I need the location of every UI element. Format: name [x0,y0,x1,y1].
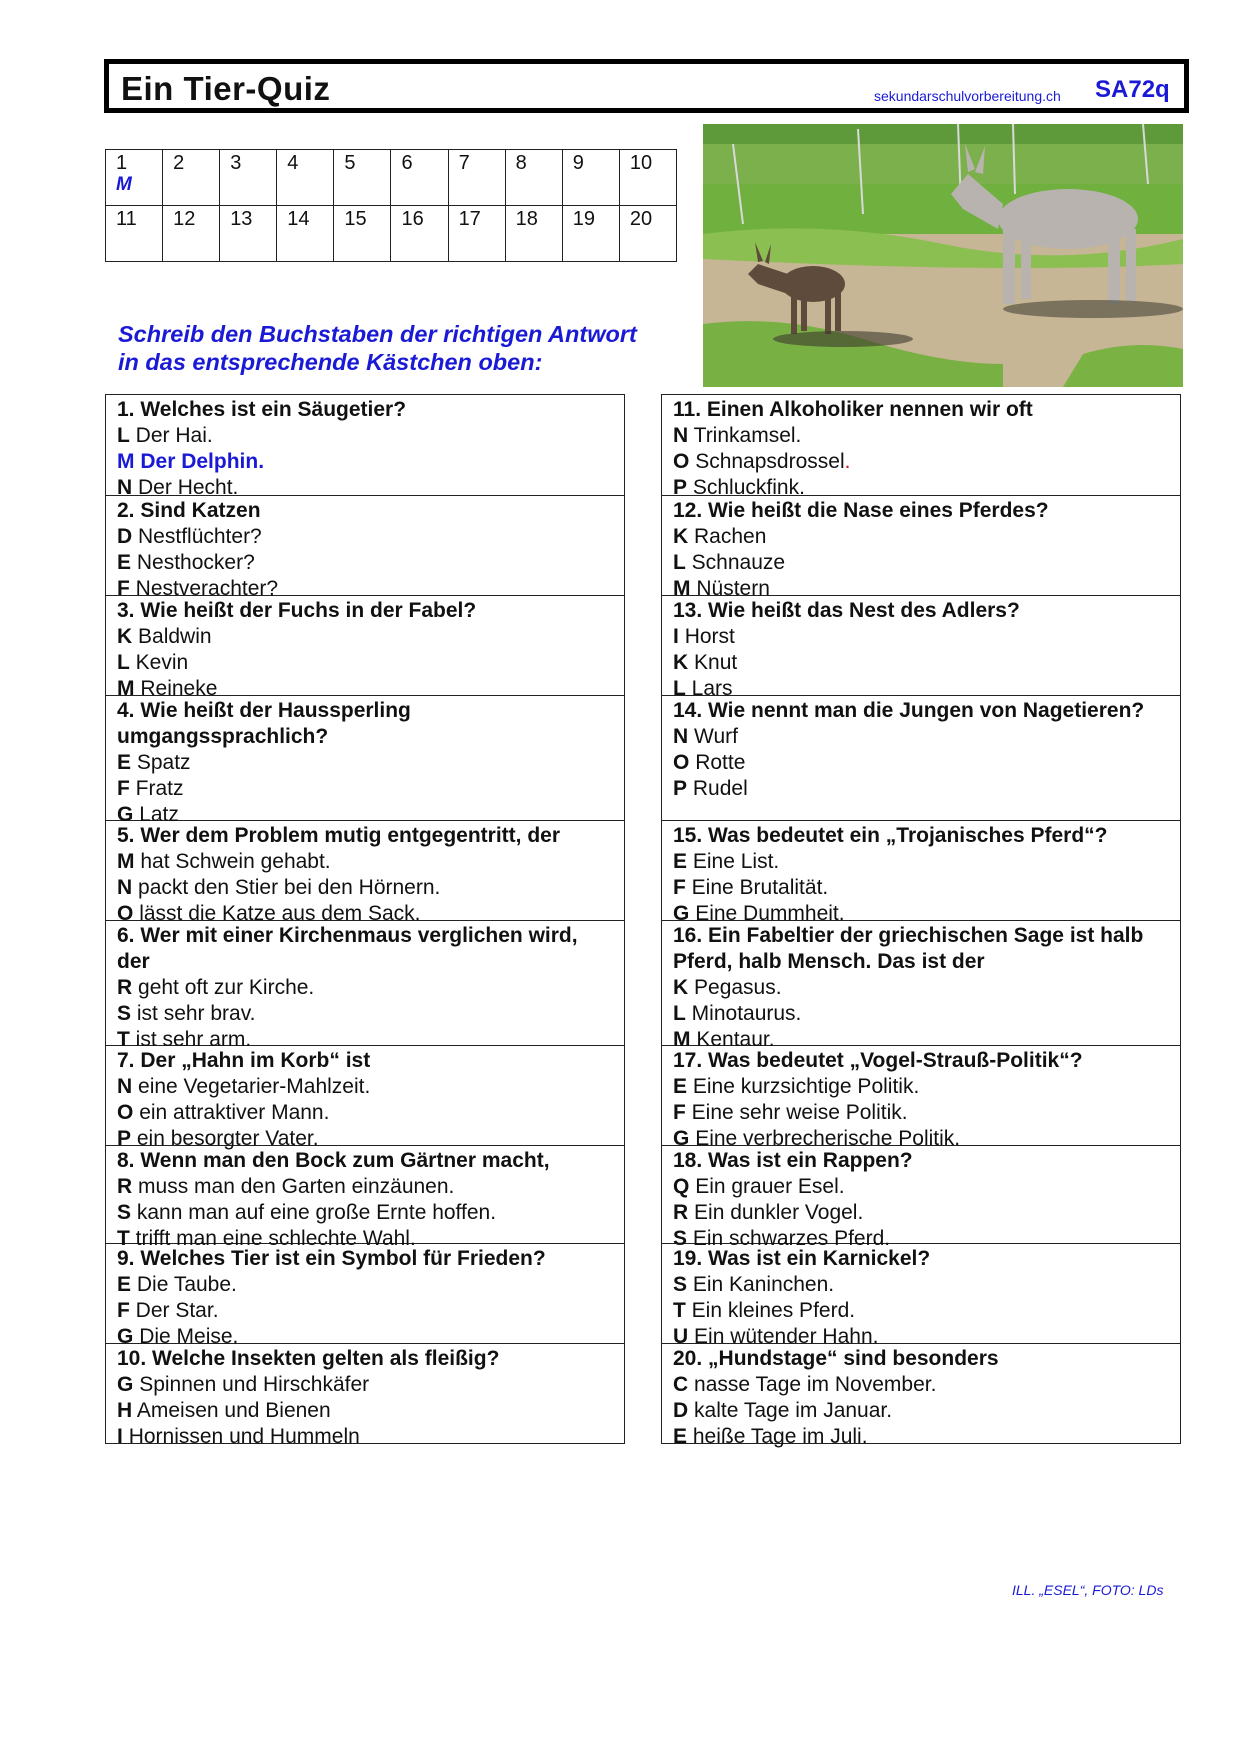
option-letter: L [117,424,130,447]
answer-box-number: 11 [116,208,137,230]
option-text: ist sehr brav. [136,1002,256,1025]
answer-box-value: M [116,174,132,195]
answer-box-number: 18 [515,208,538,230]
option-letter: N [673,424,689,447]
option-text: Rudel [692,777,748,800]
answer-option[interactable] [117,1174,616,1200]
option-letter: S [117,1002,132,1025]
question-block [662,920,1180,1051]
option-text: heiße Tage im Juli. [692,1425,868,1448]
option-letter: M [673,1028,691,1051]
option-letter: K [117,625,133,648]
page-header [104,59,1189,113]
option-letter: E [673,1075,688,1098]
question-text: 19. Was ist ein Karnickel? [673,1247,931,1270]
answer-box-number: 12 [173,208,196,230]
option-text: muss man den Garten einzäunen. [138,1175,455,1198]
option-letter: O [673,751,690,774]
answer-option[interactable] [117,524,616,550]
option-letter: L [673,1002,686,1025]
option-text: Ein dunkler Vogel. [694,1201,864,1224]
answer-option[interactable] [673,1174,1172,1200]
option-letter: K [673,976,689,999]
option-text: Rotte [695,751,746,774]
option-text: geht oft zur Kirche. [138,976,315,999]
option-text: Minotaurus. [691,1002,802,1025]
option-letter: F [117,1299,130,1322]
option-letter: F [673,876,686,899]
option-letter: N [117,876,133,899]
option-text: ist sehr arm. [135,1028,252,1051]
question-block [662,1243,1180,1348]
option-letter: L [673,551,686,574]
question-text: 14. Wie nennt man die Jungen von Nagetieren? [673,699,1145,722]
answer-option[interactable] [673,1200,1172,1226]
question-text: 10. Welche Insekten gelten als fleißig? [117,1347,500,1370]
option-text: Ein schwarzes Pferd. [692,1227,891,1250]
answer-option[interactable] [117,975,616,1001]
option-text: Ameisen und Bienen [136,1399,331,1422]
option-letter: M [117,850,135,873]
option-letter: O [117,1101,134,1124]
answer-box-number: 2 [173,152,185,174]
option-text: ein besorgter Vater. [136,1127,319,1150]
option-letter: O [117,902,134,925]
option-text: Nestverachter? [135,577,279,600]
option-text: Latz [139,803,179,826]
option-text: trifft man eine schlechte Wahl. [135,1227,416,1250]
question-block [662,695,1180,820]
answer-box[interactable] [619,206,676,262]
option-letter: N [117,1075,133,1098]
answer-box-number: 17 [458,208,481,230]
option-text: Eine kurzsichtige Politik. [692,1075,920,1098]
option-letter: F [673,1101,686,1124]
option-letter: G [117,1325,134,1348]
option-text: Hornissen und Hummeln [128,1425,360,1448]
option-letter: E [673,1425,688,1448]
answer-option[interactable] [117,1100,616,1126]
answer-option[interactable] [117,750,616,776]
option-text: Ein kleines Pferd. [691,1299,856,1322]
question-block [662,820,1180,925]
option-text: Spatz [136,751,191,774]
question-text: 3. Wie heißt der Fuchs in der Fabel? [117,599,477,622]
answer-option[interactable] [673,1001,1172,1027]
option-text: lässt die Katze aus dem Sack. [139,902,421,925]
answer-option[interactable] [673,1074,1172,1100]
answer-box-number: 6 [401,152,413,174]
answer-box-number: 13 [230,208,253,230]
option-text: Wurf [694,725,738,748]
option-text: Schluckfink. [692,476,805,499]
question-text: 20. „Hundstage“ sind besonders [673,1347,999,1370]
option-letter: D [673,1399,689,1422]
option-text: Nüstern [696,577,770,600]
option-letter: I [117,1425,123,1448]
option-letter: T [673,1299,686,1322]
answer-box-number: 16 [401,208,424,230]
answer-box[interactable] [106,206,163,262]
option-letter: L [117,651,130,674]
option-text: Lars [691,677,733,700]
donkey-photo [703,124,1183,387]
answer-box[interactable] [163,150,220,206]
option-text: ein attraktiver Mann. [139,1101,330,1124]
question-text: 2. Sind Katzen [117,499,261,522]
question-text: 18. Was ist ein Rappen? [673,1149,913,1172]
answer-box-number: 20 [629,208,653,230]
option-letter: Q [673,1175,690,1198]
answer-option[interactable] [673,1424,1172,1450]
question-block [106,1045,624,1150]
question-block [662,495,1180,600]
option-letter: E [117,551,132,574]
answer-box-number: 1 [116,152,128,174]
answer-box[interactable] [277,206,334,262]
answer-option[interactable] [673,1372,1172,1398]
answer-option[interactable] [673,624,1172,650]
option-letter: O [673,450,690,473]
answer-option[interactable] [117,1424,616,1450]
answer-option[interactable] [673,550,1172,576]
option-text: Eine Dummheit. [695,902,845,925]
option-text: Schnauze [691,551,786,574]
question-text: 13. Wie heißt das Nest des Adlers? [673,599,1020,622]
option-letter: S [673,1273,688,1296]
question-block [662,1045,1180,1150]
instruction-text [118,320,698,376]
answer-box-number: 3 [230,152,242,174]
option-letter: G [673,1127,690,1150]
answer-box[interactable] [391,150,448,206]
option-letter: G [117,1373,134,1396]
answer-option[interactable] [673,1398,1172,1424]
questions-left-column [105,394,625,1448]
option-text: Rachen [694,525,767,548]
option-letter: M [117,677,135,700]
option-text: Der Star. [135,1299,219,1322]
option-text: kalte Tage im Januar. [694,1399,893,1422]
option-letter: P [673,476,688,499]
option-text: Eine verbrecherische Politik. [695,1127,961,1150]
option-letter: N [117,476,133,499]
option-text: Eine List. [692,850,780,873]
option-letter: D [117,525,133,548]
option-text: Knut [694,651,738,674]
answer-option[interactable] [117,449,616,475]
answer-option[interactable] [673,776,1172,802]
answer-option[interactable] [673,975,1172,1001]
instruction-line-2: in das entsprechende Kästchen oben: [118,349,543,375]
answer-box[interactable] [505,150,562,206]
option-text: Nesthocker? [136,551,255,574]
option-letter: L [673,677,686,700]
option-text: kann man auf eine große Ernte hoffen. [136,1201,497,1224]
answer-option[interactable] [117,1298,616,1324]
option-text: Die Meise. [139,1325,239,1348]
option-letter: R [117,1175,133,1198]
question-text: 9. Welches Tier ist ein Symbol für Frieden? [117,1247,546,1270]
answer-option[interactable] [673,849,1172,875]
answer-option[interactable] [673,449,1172,475]
option-letter: G [117,803,134,826]
option-letter: G [673,902,690,925]
answer-box[interactable] [277,150,334,206]
option-letter: I [673,625,679,648]
option-text: Baldwin [138,625,212,648]
answer-option[interactable] [673,524,1172,550]
question-text: 12. Wie heißt die Nase eines Pferdes? [673,499,1049,522]
option-text: Spinnen und Hirschkäfer [139,1373,370,1396]
option-text: Der Hecht. [138,476,239,499]
answer-option[interactable] [117,849,616,875]
answer-option[interactable] [117,875,616,901]
answer-option[interactable] [117,624,616,650]
option-text: Ein wütender Hahn. [694,1325,879,1348]
answer-box-number: 19 [572,208,595,230]
answer-box-number: 10 [629,152,653,174]
worksheet-code: SA72q [1095,76,1170,103]
option-text: Trinkamsel. [693,424,802,447]
option-text: eine Vegetarier-Mahlzeit. [138,1075,371,1098]
answer-option[interactable] [117,776,616,802]
option-letter: S [673,1227,688,1250]
option-letter: S [117,1201,132,1224]
question-block [106,920,624,1051]
answer-box[interactable] [334,206,391,262]
answer-option[interactable] [117,650,616,676]
question-text: 8. Wenn man den Bock zum Gärtner macht, [117,1149,550,1172]
option-text: Kentaur. [696,1028,775,1051]
answer-box-number: 4 [287,152,299,174]
answer-option[interactable] [673,750,1172,776]
option-letter: M [673,577,691,600]
option-letter: U [673,1325,689,1348]
question-block [662,1145,1180,1250]
answer-box[interactable] [106,150,163,206]
option-text: Fratz [135,777,184,800]
question-text: 16. Ein Fabeltier der griechischen Sage ist halb Pferd, halb Mensch. Das ist der [673,924,1144,973]
answer-option[interactable] [673,1272,1172,1298]
option-letter: P [673,777,688,800]
answer-option[interactable] [673,724,1172,750]
answer-option[interactable] [673,875,1172,901]
answer-box-number: 15 [344,208,367,230]
option-text: Reineke [140,677,218,700]
question-block [106,1243,624,1348]
question-block [106,395,624,499]
question-text: 6. Wer mit einer Kirchenmaus verglichen wird, der [117,924,578,973]
option-letter: M [117,450,135,473]
question-block [662,1343,1180,1448]
answer-box[interactable] [448,150,505,206]
question-text: 4. Wie heißt der Haussperling umgangssprachlich? [117,699,411,748]
answer-box[interactable] [619,150,676,206]
answer-grid [105,149,677,262]
option-text: Eine Brutalität. [691,876,829,899]
answer-box-number: 7 [458,152,470,174]
answer-option[interactable] [673,650,1172,676]
option-text: Pegasus. [694,976,782,999]
option-letter: K [673,525,689,548]
answer-option[interactable] [117,1074,616,1100]
question-text: 7. Der „Hahn im Korb“ ist [117,1049,371,1072]
question-block [106,1145,624,1250]
option-text: Ein Kaninchen. [692,1273,835,1296]
option-text: Der Delphin. [140,450,265,473]
option-letter: C [673,1373,689,1396]
option-letter: P [117,1127,132,1150]
option-text: Nestflüchter? [138,525,262,548]
option-text: Ein grauer Esel. [695,1175,845,1198]
question-text: 5. Wer dem Problem mutig entgegentritt, der [117,824,561,847]
answer-box[interactable] [220,206,277,262]
answer-box[interactable] [505,206,562,262]
photo-credit: ILL. „ESEL“, FOTO: LDs [1012,1582,1164,1598]
option-letter: H [117,1399,133,1422]
answer-option[interactable] [673,1298,1172,1324]
option-letter: N [673,725,689,748]
site-url: sekundarschulvorbereitung.ch [874,88,1061,104]
answer-box[interactable] [448,206,505,262]
answer-option[interactable] [117,550,616,576]
answer-box-number: 5 [344,152,356,174]
answer-option[interactable] [673,1100,1172,1126]
answer-box-number: 14 [287,208,310,230]
option-letter: R [117,976,133,999]
answer-option[interactable] [673,423,1172,449]
question-text: 15. Was bedeutet ein „Trojanisches Pferd“? [673,824,1108,847]
answer-box[interactable] [562,206,619,262]
red-period-mark: . [844,450,851,473]
option-text: Schnapsdrossel [695,450,845,473]
instruction-line-1: Schreib den Buchstaben der richtigen Antwort [118,321,637,347]
answer-box[interactable] [220,150,277,206]
answer-box[interactable] [334,150,391,206]
question-block [106,695,624,826]
option-letter: F [117,777,130,800]
answer-box[interactable] [562,150,619,206]
answer-box[interactable] [163,206,220,262]
option-letter: E [673,850,688,873]
option-letter: K [673,651,689,674]
option-text: hat Schwein gehabt. [140,850,331,873]
answer-box-number: 9 [572,152,584,174]
option-text: nasse Tage im November. [694,1373,937,1396]
option-text: packt den Stier bei den Hörnern. [138,876,441,899]
option-text: Eine sehr weise Politik. [691,1101,908,1124]
answer-box[interactable] [391,206,448,262]
answer-option[interactable] [117,1372,616,1398]
question-block [662,395,1180,499]
answer-option[interactable] [117,1272,616,1298]
answer-option[interactable] [117,1200,616,1226]
option-text: Horst [684,625,735,648]
question-text: 1. Welches ist ein Säugetier? [117,398,407,421]
option-text: Der Hai. [135,424,213,447]
question-block [106,820,624,925]
option-letter: F [117,577,130,600]
question-text: 17. Was bedeutet „Vogel-Strauß-Politik“? [673,1049,1083,1072]
answer-option[interactable] [117,1398,616,1424]
question-block [662,595,1180,700]
question-text: 11. Einen Alkoholiker nennen wir oft [673,398,1033,421]
question-block [106,595,624,700]
question-block [106,495,624,600]
answer-option[interactable] [117,1001,616,1027]
question-block [106,1343,624,1448]
option-letter: T [117,1028,130,1051]
answer-option[interactable] [117,423,616,449]
option-letter: R [673,1201,689,1224]
donkey-photo-icon [703,124,1183,387]
answer-box-number: 8 [515,152,527,174]
option-text: Kevin [135,651,189,674]
option-letter: E [117,751,132,774]
questions-right-column [661,394,1181,1448]
option-letter: E [117,1273,132,1296]
option-text: Die Taube. [136,1273,237,1296]
option-letter: T [117,1227,130,1250]
page-title: Ein Tier-Quiz [121,70,331,107]
